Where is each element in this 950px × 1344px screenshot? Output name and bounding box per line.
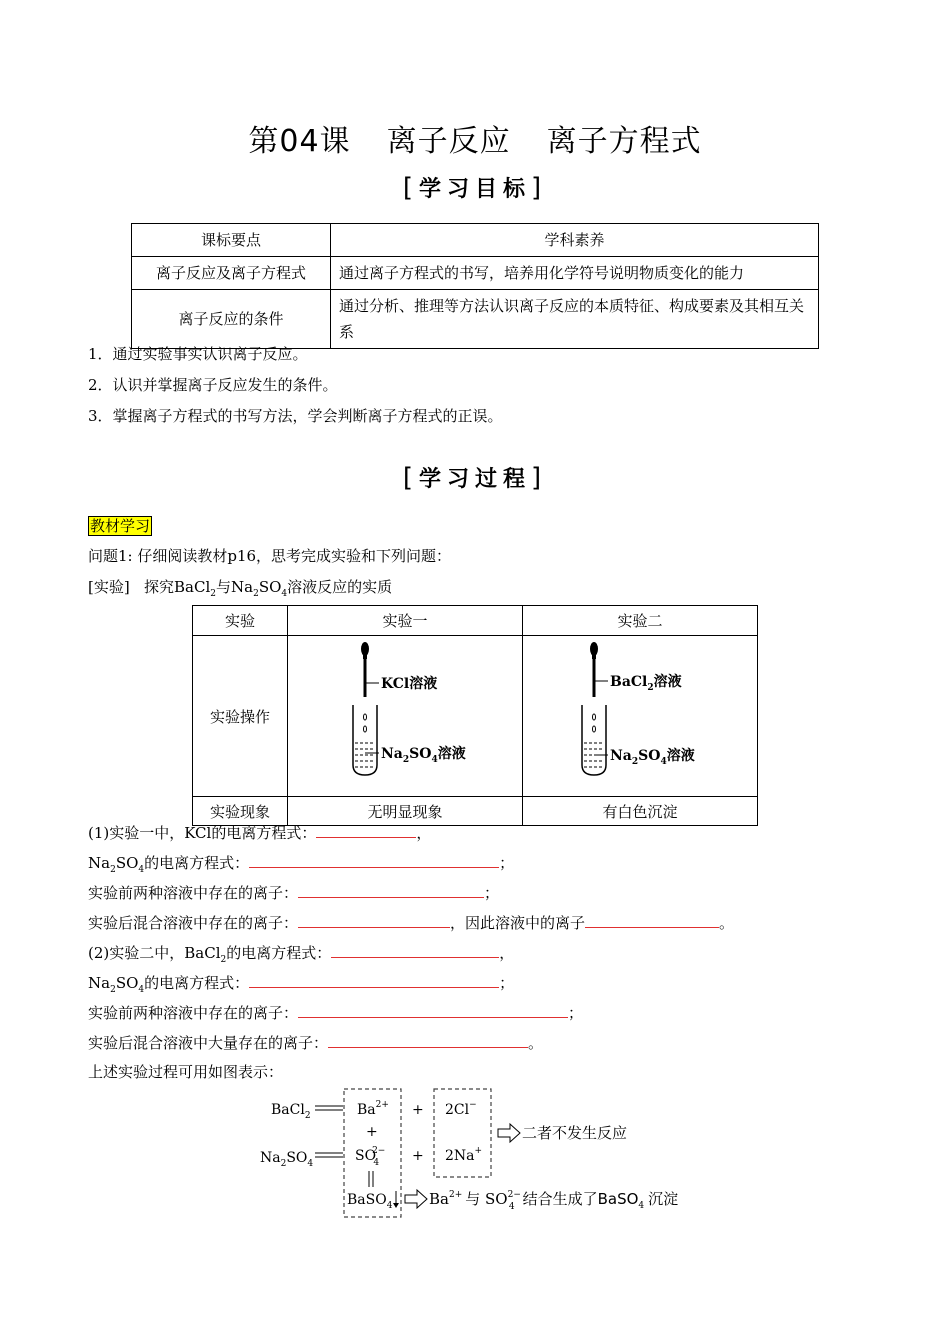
experiment-2-figure <box>523 636 758 797</box>
diagram-no-reaction: 二者不发生反应 <box>522 1124 628 1142</box>
q-text: 实验前两种溶液中存在的离子： <box>88 1004 299 1022</box>
objectives-table <box>131 223 819 349</box>
banner-text: 学习过程 <box>418 467 531 492</box>
question-line: 实验前两种溶液中存在的离子： ； <box>88 884 500 902</box>
title-lesson: 第04课 <box>248 124 351 159</box>
diagram-cl: 2Cl− <box>445 1100 477 1118</box>
diagram-plus: + <box>366 1124 378 1140</box>
arrow-icon <box>498 1124 520 1142</box>
table-header: 课标要点 <box>132 224 331 257</box>
diagram-so4: SO2− 4 <box>355 1146 386 1168</box>
answer-blank[interactable] <box>328 1033 528 1048</box>
q-text: SO <box>115 854 139 872</box>
answer-blank[interactable] <box>316 823 416 838</box>
table-header: 实验一 <box>288 606 523 636</box>
answer-blank[interactable] <box>331 943 499 958</box>
question-line: (2)实验二中，BaCl$_2$的电离方程式： ， <box>88 944 515 965</box>
diagram-plus: + <box>412 1148 424 1164</box>
summary-line: 上述实验过程可用如图表示： <box>88 1063 284 1081</box>
label-kcl: KCl溶液 <box>381 676 438 692</box>
answer-blank[interactable] <box>249 853 499 868</box>
q-text: 的电离方程式： <box>144 854 250 872</box>
q-text: 实验后混合溶液中存在的离子： <box>88 914 299 932</box>
exp-title-part: 溶液反应的实质 <box>287 578 393 596</box>
q-text: Na <box>88 974 111 992</box>
answer-blank[interactable] <box>298 883 484 898</box>
table-header: 实验 <box>193 606 288 636</box>
experiment-1-figure <box>288 636 523 797</box>
diagram-na: 2Na+ <box>445 1146 483 1164</box>
banner-text: 学习目标 <box>418 177 531 202</box>
exp-title-part: SO <box>258 578 282 596</box>
diagram-baso4: BaSO$_4$ <box>347 1192 393 1211</box>
answer-blank[interactable] <box>249 973 499 988</box>
table-cell: 无明显现象 <box>288 797 523 826</box>
table-cell: 离子反应及离子方程式 <box>132 257 331 290</box>
answer-blank[interactable] <box>298 913 450 928</box>
exp-title-part: 与Na <box>216 578 254 596</box>
banner-learning-process: [学习过程] <box>402 463 548 493</box>
answer-blank[interactable] <box>298 1003 568 1018</box>
q-text: ，因此溶液中的离子 <box>450 914 586 932</box>
question-line: $Na_2SO_4$的电离方程式： ； <box>88 974 515 995</box>
label-bacl2: BaCl$_2$溶液 <box>610 674 682 693</box>
label-na2so4: $Na_2SO_4$溶液 <box>381 746 466 765</box>
question-line: 实验后混合溶液中存在的离子： ，因此溶液中的离子 。 <box>88 914 735 932</box>
q-text: 实验后混合溶液中大量存在的离子： <box>88 1034 329 1052</box>
table-cell: 离子反应的条件 <box>132 290 331 349</box>
table-cell: 实验操作 <box>193 636 288 797</box>
question-line: (1)实验一中，KCl的电离方程式： ， <box>88 824 432 842</box>
ion-reaction-diagram <box>255 1085 705 1225</box>
q-text: 的电离方程式： <box>226 944 332 962</box>
arrow-icon <box>405 1190 427 1208</box>
q-text: Na <box>88 854 111 872</box>
title-topic-2: 离子方程式 <box>546 124 702 159</box>
label-na2so4: $Na_2SO_4$溶液 <box>610 748 695 767</box>
experiment-table <box>192 605 758 826</box>
table-header: 学科素养 <box>331 224 819 257</box>
experiment-prefix: [实验] <box>88 578 130 596</box>
q-text: SO <box>115 974 139 992</box>
question-line: 实验后混合溶液中大量存在的离子： 。 <box>88 1034 544 1052</box>
diagram-result: $Ba^{2+}$ 与 $SO^{2-}$ 4 结合生成了BaSO$_4$ 沉淀 <box>429 1190 679 1212</box>
table-cell: 实验现象 <box>193 797 288 826</box>
question-line: $Na_2SO_4$的电离方程式： ； <box>88 854 515 875</box>
test-tube-bacl2-icon <box>524 637 756 791</box>
section-tag <box>88 515 152 536</box>
experiment-heading: [实验] 探究BaCl$_2$与$Na_2SO_4$溶液反应的实质 <box>88 578 393 599</box>
q-text: (2)实验二中，BaCl <box>88 944 221 962</box>
diagram-bacl2: BaCl$_2$ <box>271 1102 311 1121</box>
section-tag-text: 教材学习 <box>90 517 151 535</box>
table-header: 实验二 <box>523 606 758 636</box>
table-cell: 有白色沉淀 <box>523 797 758 826</box>
table-cell: 通过分析、推理等方法认识离子反应的本质特征、构成要素及其相互关系 <box>331 290 819 349</box>
question-line: 实验前两种溶液中存在的离子： ； <box>88 1004 584 1022</box>
goal-item: 1．通过实验事实认识离子反应。 <box>88 345 308 363</box>
goal-item: 2．认识并掌握离子反应发生的条件。 <box>88 376 338 394</box>
q-text: (1)实验一中，KCl的电离方程式： <box>88 824 317 842</box>
banner-learning-goals: [学习目标] <box>402 173 548 203</box>
goal-item: 3．掌握离子方程式的书写方法，学会判断离子方程式的正误。 <box>88 407 503 425</box>
diagram-na2so4: $Na_2SO_4$ <box>260 1150 314 1169</box>
exp-title-part: 探究BaCl <box>144 578 211 596</box>
q-text: 的电离方程式： <box>144 974 250 992</box>
diagram-ba: $Ba^{2+}$ <box>357 1100 389 1118</box>
page-title <box>0 116 950 160</box>
diagram-plus: + <box>412 1102 424 1118</box>
question-1: 问题1: 仔细阅读教材p16，思考完成实验和下列问题： <box>88 547 452 565</box>
test-tube-kcl-icon <box>289 637 521 791</box>
q-text: 实验前两种溶液中存在的离子： <box>88 884 299 902</box>
answer-blank[interactable] <box>585 913 719 928</box>
table-cell: 通过离子方程式的书写，培养用化学符号说明物质变化的能力 <box>331 257 819 290</box>
title-topic-1: 离子反应 <box>386 124 511 159</box>
